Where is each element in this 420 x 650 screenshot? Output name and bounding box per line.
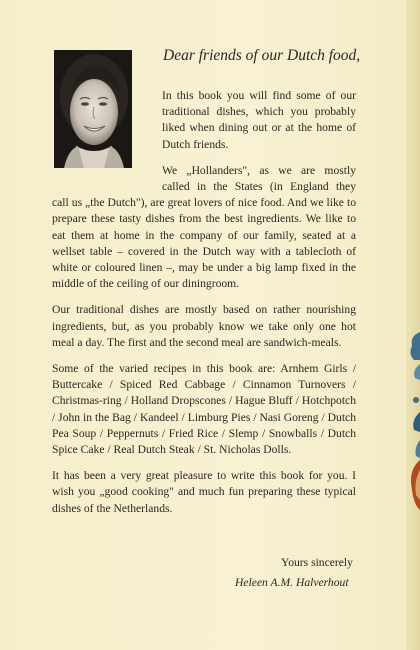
author-name: Heleen A.M. Halverhout: [235, 576, 349, 589]
paragraph-intro: In this book you will find some of our traditional dishes, which you probably liked when dining out or at the home of Dutch friends.: [162, 89, 356, 151]
letter-body: [52, 88, 356, 527]
paragraph-hollanders-line2: called in the States (in England they: [162, 180, 356, 194]
paragraph-closing-wish: It has been a very great pleasure to write this book for you. I wish you „good cooking" and much fun preparing these typical dishes of the Netherlands.: [52, 469, 356, 515]
paragraph-recipe-list: Some of the varied recipes in this book are: Arnhem Girls / Buttercake / Spiced Red Cabbage / Cinnamon Turnovers / Christmas-ring / Holland Dropscones / Hague Bluff / Hotchpotch / John in the Bag / Kandeel / Limburg Pies / Nasi Goreng / Dutch Pea Soup / Peppernuts / Fried Rice / Slemp / Snowballs / Dutch Spice Cake / Real Dutch Steak / St. Nicholas Dolls.: [52, 362, 356, 457]
signature-block: [235, 553, 405, 593]
paragraph-traditional-dishes: Our traditional dishes are mostly based on rather nourishing ingredients, but, as you probably know we take only one hot meal a day. The first and the second meal are sandwich-meals.: [52, 303, 356, 349]
letter-greeting: Dear friends of our Dutch food,: [163, 47, 361, 64]
paragraph-hollanders-rest: call us „the Dutch"), are great lovers of nice food. And we like to prepare these tasty dishes from the best ingredients. We like to eat them at home in the company of our family, seated at a wellset table – covered in the Dutch way with a tablecloth of white or coloured linen –, may be under a big lamp fixed in the middle of the ceiling of our diningroom.: [52, 196, 356, 291]
paragraph-hollanders-line1: We „Hollanders", as we are mostly: [162, 163, 356, 177]
paragraph-hollanders: [52, 163, 356, 293]
closing-line: Yours sincerely: [281, 556, 353, 569]
edge-ornament-icon: [406, 320, 420, 520]
